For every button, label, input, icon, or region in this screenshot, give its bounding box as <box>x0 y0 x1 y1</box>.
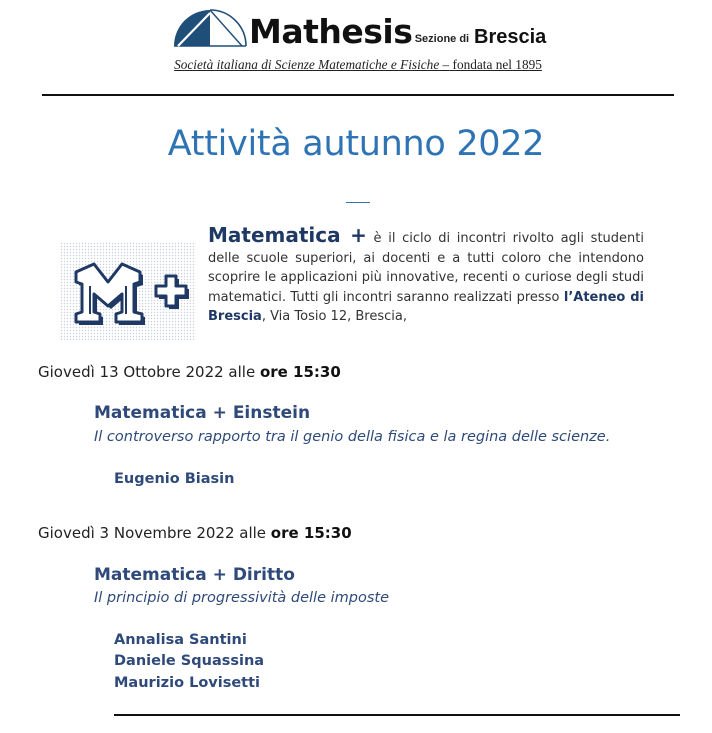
event-time: ore 15:30 <box>270 524 352 542</box>
section-city: Brescia <box>474 26 547 48</box>
event-date-prefix: Giovedì 13 Ottobre 2022 alle <box>38 363 260 381</box>
page-title: Attività autunno 2022 <box>167 124 545 164</box>
event-title: Matematica + Diritto <box>94 565 295 585</box>
mathesis-logo-icon <box>172 6 248 48</box>
event-subtitle: Il principio di progressività delle imposte <box>94 590 390 606</box>
matematica-plus-logo-icon <box>60 242 196 340</box>
event-title: Matematica + Einstein <box>94 403 311 423</box>
intro-head: Matematica + <box>208 223 367 247</box>
society-subtitle <box>172 57 544 73</box>
intro-text-2: , Via Tosio 12, Brescia, <box>261 309 407 324</box>
intro-paragraph <box>208 223 644 327</box>
intro-text-1: è il ciclo di incontri rivolto agli studenti delle scuole superiori, ai docenti e a tutti coloro che intendono scoprire le applicazioni più innovative, recenti o curiose degli studi matematici. Tutti gli incontri saranno realizzati presso <box>208 231 644 305</box>
event-time: ore 15:30 <box>259 363 341 381</box>
subtitle-founded: fondata nel 1895 <box>452 57 542 72</box>
subtitle-italic: Società italiana di Scienze Matematiche e Fisiche – <box>174 57 450 72</box>
speaker-name: Maurizio Lovisetti <box>114 675 260 691</box>
event-date <box>38 363 341 381</box>
header-divider <box>42 94 674 96</box>
title-dash <box>346 202 370 203</box>
speaker-name: Annalisa Santini <box>114 632 247 648</box>
event-subtitle: Il controverso rapporto tra il genio della fisica e la regina delle scienze. <box>94 429 611 445</box>
intro-venue: l’Ateneo di Brescia <box>208 289 644 324</box>
speaker-name: Eugenio Biasin <box>114 471 235 487</box>
footer-divider <box>114 714 680 716</box>
brand-name: Mathesis <box>249 12 413 51</box>
event-date <box>38 524 352 542</box>
speaker-name: Daniele Squassina <box>114 653 265 669</box>
event-date-prefix: Giovedì 3 Novembre 2022 alle <box>38 524 271 542</box>
section-label: - Sezione di <box>408 33 470 45</box>
